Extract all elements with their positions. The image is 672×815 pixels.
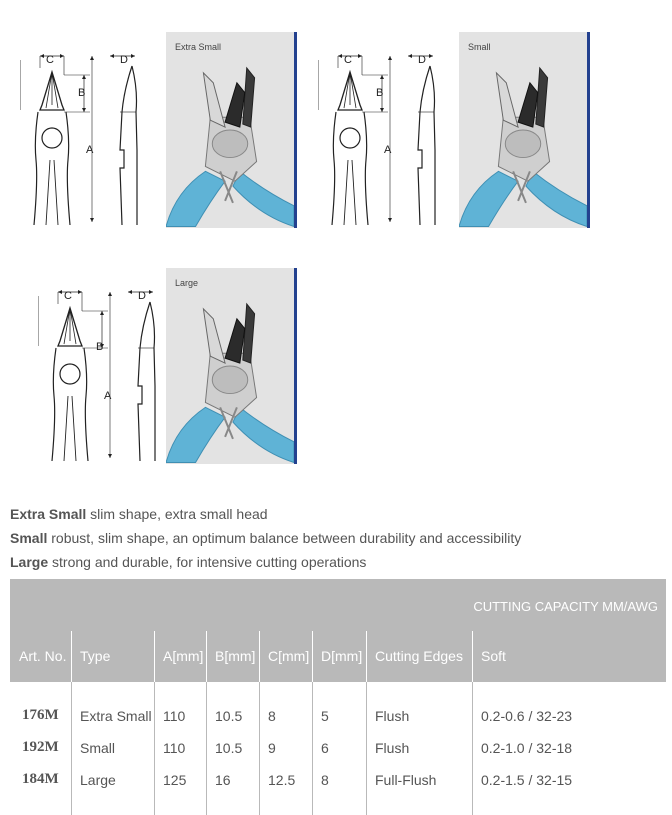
cell-d: 6	[321, 740, 329, 756]
dim-c-label: C	[64, 290, 72, 302]
column-divider	[206, 631, 207, 682]
dim-a-label: A	[384, 144, 392, 156]
description-extra-small	[10, 506, 268, 522]
cell-c: 12.5	[268, 772, 296, 788]
header-cutting-edges: Cutting Edges	[375, 648, 463, 664]
column-divider	[366, 631, 367, 682]
dim-a-label: A	[104, 390, 112, 402]
cell-b: 10.5	[215, 708, 243, 724]
cell-d: 8	[321, 772, 329, 788]
dim-d-label: D	[418, 54, 426, 66]
cell-type: Extra Small	[80, 708, 152, 724]
photo-label: Small	[468, 42, 491, 52]
cell-soft: 0.2-0.6 / 32-23	[481, 708, 573, 724]
plier-image	[459, 32, 587, 228]
dim-d-label: D	[120, 54, 128, 66]
photo-edge	[587, 32, 590, 228]
dim-b-label: B	[376, 87, 384, 99]
cell-b: 10.5	[215, 740, 243, 756]
description-large	[10, 554, 366, 570]
column-divider	[71, 631, 72, 682]
cell-a: 110	[163, 740, 186, 756]
column-divider	[472, 631, 473, 682]
description-title: Extra Small	[10, 506, 87, 522]
dim-c-label: C	[46, 54, 54, 66]
photo-label: Large	[175, 278, 199, 288]
dim-a-label: A	[86, 144, 94, 156]
technical-drawing-large	[38, 286, 173, 466]
technical-drawing-small	[318, 50, 453, 230]
cutting-capacity-header: CUTTING CAPACITY MM/AWG	[473, 599, 658, 614]
cell-c: 8	[268, 708, 276, 724]
dim-b-label: B	[78, 87, 86, 99]
description-text: slim shape, extra small head	[86, 506, 268, 522]
specifications-table	[10, 579, 666, 815]
dim-c-label: C	[344, 54, 352, 66]
cell-type: Small	[80, 740, 116, 756]
product-photo-large	[166, 268, 297, 464]
photo-edge	[294, 32, 297, 228]
header-soft: Soft	[481, 648, 506, 664]
header-d: D[mm]	[321, 648, 363, 664]
cell-art-no: 176M	[22, 707, 59, 723]
header-c: C[mm]	[268, 648, 310, 664]
technical-drawing-extra-small	[20, 50, 155, 230]
cell-a: 125	[163, 772, 187, 788]
dim-d-label: D	[138, 290, 146, 302]
cell-art-no: 184M	[22, 771, 59, 787]
description-title: Large	[10, 554, 49, 570]
cell-b: 16	[215, 772, 231, 788]
cell-soft: 0.2-1.5 / 32-15	[481, 772, 573, 788]
description-title: Small	[10, 530, 48, 546]
cell-cutting-edges: Flush	[375, 708, 410, 724]
table-body	[10, 682, 666, 815]
header-b: B[mm]	[215, 648, 256, 664]
cell-cutting-edges: Full-Flush	[375, 772, 437, 788]
cell-type: Large	[80, 772, 116, 788]
header-type: Type	[80, 648, 111, 664]
photo-edge	[294, 268, 297, 464]
cell-art-no: 192M	[22, 739, 59, 755]
cell-a: 110	[163, 708, 186, 724]
header-art-no: Art. No.	[19, 648, 67, 664]
dim-b-label: B	[96, 341, 104, 353]
description-text: strong and durable, for intensive cutting operations	[48, 554, 367, 570]
column-divider	[154, 631, 155, 682]
product-photo-small	[459, 32, 590, 228]
product-photo-extra-small	[166, 32, 297, 228]
table-header	[10, 579, 666, 682]
cell-soft: 0.2-1.0 / 32-18	[481, 740, 573, 756]
plier-image	[166, 32, 294, 228]
plier-image	[166, 268, 294, 464]
photo-label: Extra Small	[175, 42, 222, 52]
cell-d: 5	[321, 708, 329, 724]
header-a: A[mm]	[163, 648, 204, 664]
column-divider	[259, 631, 260, 682]
cell-cutting-edges: Flush	[375, 740, 410, 756]
column-divider	[312, 631, 313, 682]
cell-c: 9	[268, 740, 276, 756]
description-text: robust, slim shape, an optimum balance between durability and accessibility	[47, 530, 522, 546]
description-small	[10, 530, 521, 546]
